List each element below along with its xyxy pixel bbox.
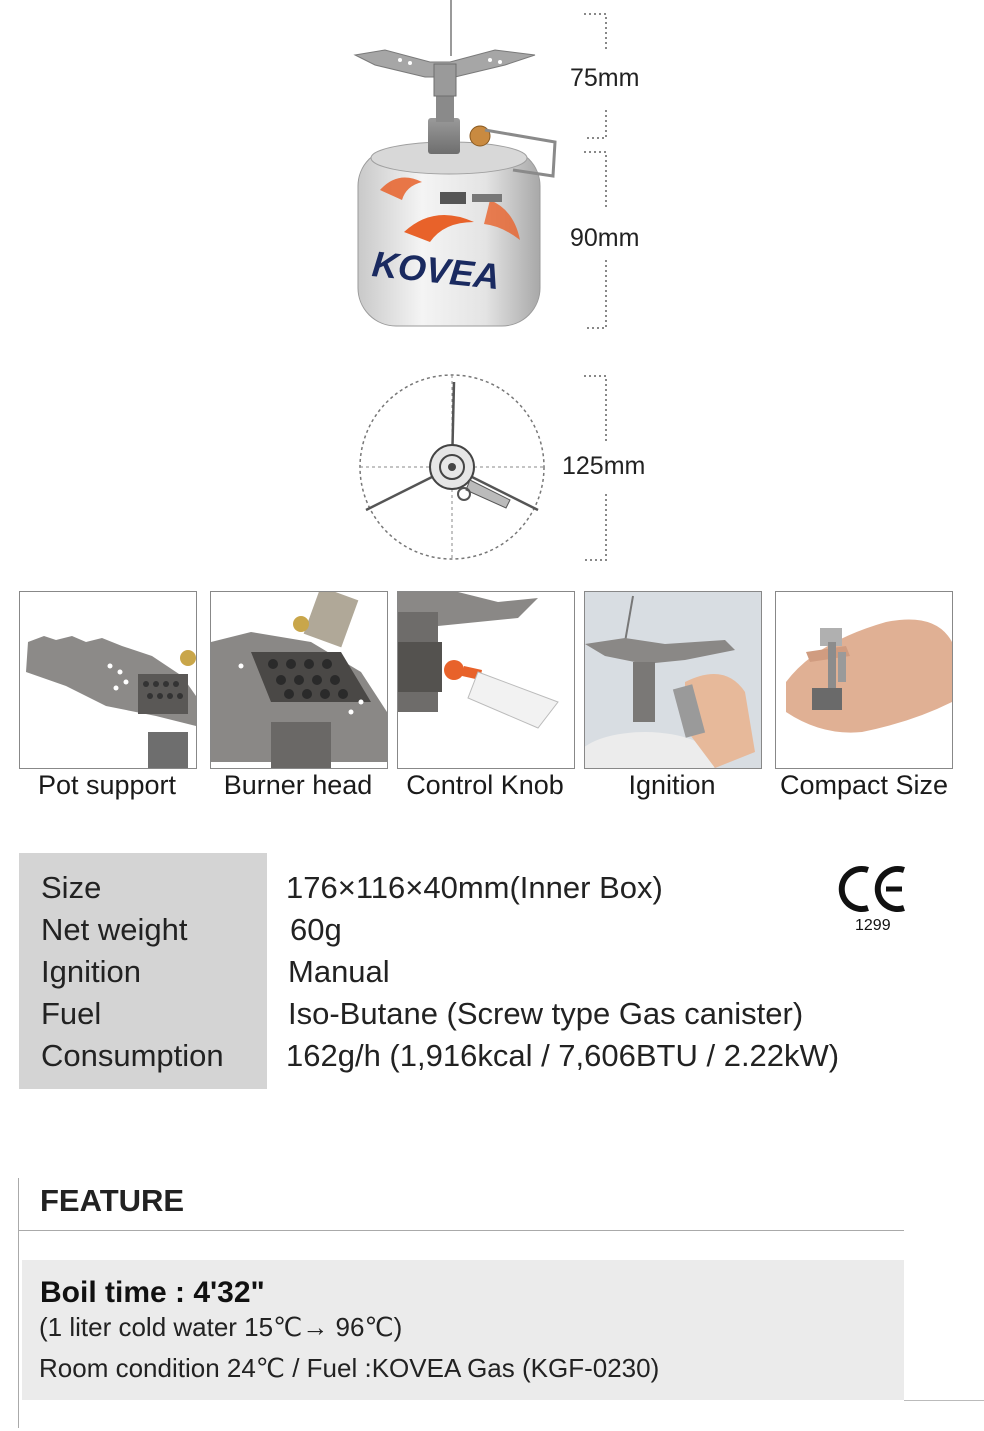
spec-value-fuel: Iso-Butane (Screw type Gas canister): [288, 996, 804, 1031]
spec-label-ignition: Ignition: [41, 954, 141, 989]
caption-burner-head: Burner head: [223, 770, 373, 800]
dimension-bracket-vertical: [580, 10, 612, 340]
feature-left-rule: [18, 1178, 19, 1428]
ce-mark-icon: [838, 864, 910, 914]
caption-control-knob: Control Knob: [406, 770, 564, 800]
dimension-label-upper: 75mm: [570, 64, 640, 92]
spec-label-size: Size: [41, 870, 102, 905]
caption-ignition: Ignition: [628, 770, 716, 800]
boil-time-heading: Boil time : 4'32": [40, 1276, 265, 1309]
spec-value-ignition: Manual: [288, 954, 390, 989]
dimension-label-width: 125mm: [562, 452, 646, 480]
spec-value-size: 176×116×40mm(Inner Box): [286, 870, 663, 905]
thumb-pot-support: [19, 591, 197, 769]
dimension-label-lower: 90mm: [570, 224, 640, 252]
compact-size-photo: [776, 592, 952, 768]
control-knob-photo: [398, 592, 574, 768]
spec-label-consumption: Consumption: [41, 1038, 224, 1073]
caption-pot-support: Pot support: [37, 770, 177, 800]
burner-head-photo: [211, 592, 387, 768]
ce-mark-number: 1299: [855, 917, 891, 934]
feature-divider: [19, 1230, 904, 1231]
stove-canister-illustration: [340, 0, 580, 345]
pot-support-photo: [20, 592, 196, 768]
thumb-burner-head: [210, 591, 388, 769]
spec-value-net-weight: 60g: [290, 912, 342, 947]
thumb-control-knob: [397, 591, 575, 769]
feature-bottom-rule: [904, 1400, 984, 1401]
thumb-compact-size: [775, 591, 953, 769]
svg-text:KOVEA: KOVEA: [370, 243, 502, 298]
spec-value-consumption: 162g/h (1,916kcal / 7,606BTU / 2.22kW): [286, 1038, 840, 1073]
thumb-ignition: [584, 591, 762, 769]
ignition-photo: [585, 592, 761, 768]
top-view-diagram: [352, 372, 552, 572]
boil-time-condition: (1 liter cold water 15℃→ 96℃): [39, 1312, 403, 1342]
spec-label-fuel: Fuel: [41, 996, 102, 1031]
caption-compact-size: Compact Size: [779, 770, 949, 800]
spec-label-net-weight: Net weight: [41, 912, 188, 947]
feature-title: FEATURE: [40, 1183, 185, 1218]
room-condition-text: Room condition 24℃ / Fuel :KOVEA Gas (KGF-0230): [39, 1353, 660, 1383]
